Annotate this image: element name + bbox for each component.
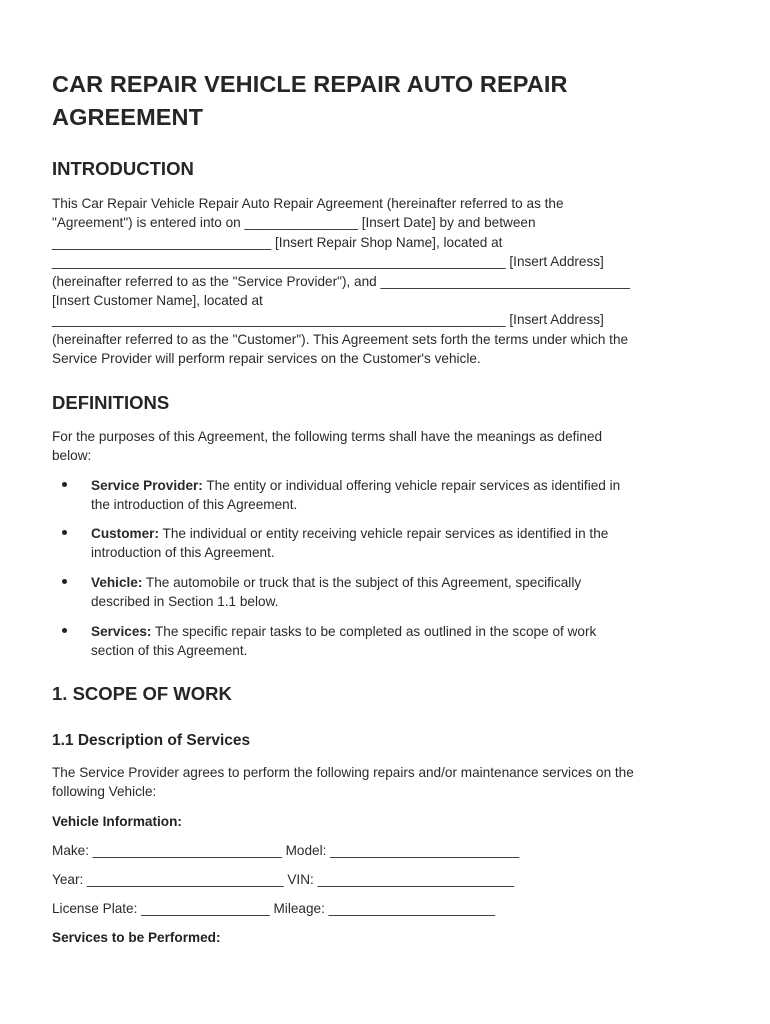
definition-description: The automobile or truck that is the subject of this Agreement, specifically (142, 575, 582, 590)
description-of-services-heading: 1.1 Description of Services (52, 732, 251, 749)
services-to-be-performed-label: Services to be Performed: (52, 930, 221, 945)
paragraph-line: This Car Repair Vehicle Repair Auto Repair Agreement (hereinafter referred to as the (52, 196, 564, 211)
paragraph-line: ____________________________________________________________ [Insert Address] (52, 312, 604, 328)
introduction-paragraph (52, 194, 722, 369)
definition-text (91, 573, 731, 612)
introduction-heading: INTRODUCTION (52, 158, 194, 179)
paragraph-line: For the purposes of this Agreement, the following terms shall have the meanings as defined (52, 429, 603, 444)
paragraph-line: below: (52, 448, 92, 464)
definition-description: The specific repair tasks to be completed as outlined in the scope of work (151, 624, 597, 639)
title-line: AGREEMENT (52, 104, 204, 130)
definition-text (91, 476, 731, 515)
paragraph-line: (hereinafter referred to as the "Customer"). This Agreement sets forth the terms under which the (52, 331, 629, 347)
bullet-icon (62, 482, 67, 487)
license-mileage-field-row: License Plate: _________________ Mileage: ______________________ (52, 901, 495, 916)
definitions-intro (52, 427, 722, 466)
paragraph-line: _____________________________ [Insert Repair Shop Name], located at (52, 234, 503, 250)
paragraph-line: following Vehicle: (52, 784, 157, 800)
definition-description: the introduction of this Agreement. (91, 497, 298, 513)
definition-description: section of this Agreement. (91, 643, 248, 659)
vehicle-information-label: Vehicle Information: (52, 814, 182, 829)
scope-heading: 1. SCOPE OF WORK (52, 683, 232, 704)
document-title (52, 68, 692, 134)
year-vin-field-row: Year: __________________________ VIN: __________________________ (52, 872, 515, 887)
definition-text (91, 524, 731, 563)
definition-description: The individual or entity receiving vehicle repair services as identified in the (158, 526, 609, 541)
bullet-icon (62, 579, 67, 584)
title-line: CAR REPAIR VEHICLE REPAIR AUTO REPAIR (52, 71, 568, 97)
paragraph-line: "Agreement") is entered into on _______________ [Insert Date] by and between (52, 215, 536, 231)
definition-description: described in Section 1.1 below. (91, 594, 279, 610)
paragraph-line: Service Provider will perform repair services on the Customer's vehicle. (52, 351, 481, 367)
paragraph-line: (hereinafter referred to as the "Service Provider"), and _________________________________ (52, 273, 630, 289)
definition-description: The entity or individual offering vehicle repair services as identified in (202, 478, 621, 493)
definition-term: Service Provider: (91, 478, 203, 493)
definition-description: introduction of this Agreement. (91, 545, 275, 561)
definition-term: Vehicle: (91, 575, 143, 590)
paragraph-line: The Service Provider agrees to perform the following repairs and/or maintenance services on the (52, 765, 634, 780)
bullet-icon (62, 628, 67, 633)
definition-term: Customer: (91, 526, 159, 541)
paragraph-line: [Insert Customer Name], located at (52, 293, 263, 309)
paragraph-line: ____________________________________________________________ [Insert Address] (52, 254, 604, 270)
definition-term: Services: (91, 624, 152, 639)
scope-intro (52, 763, 722, 802)
definitions-heading: DEFINITIONS (52, 392, 170, 413)
definition-text (91, 622, 731, 661)
make-model-field-row: Make: _________________________ Model: _________________________ (52, 843, 520, 858)
bullet-icon (62, 530, 67, 535)
